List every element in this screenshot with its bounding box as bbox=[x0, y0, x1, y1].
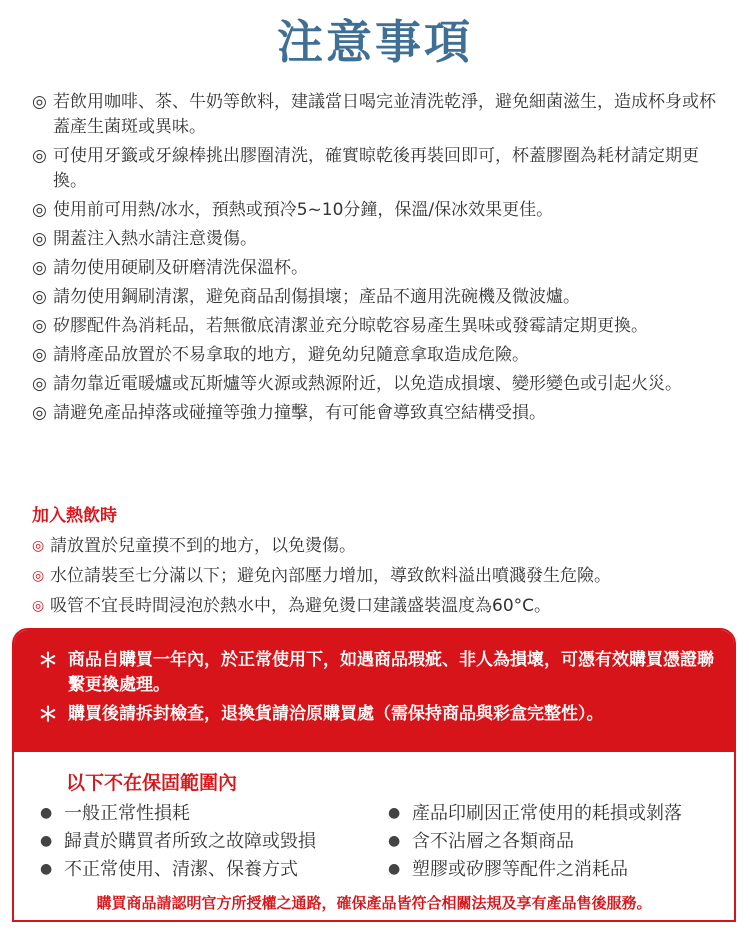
circle-mark-icon: ◎ bbox=[32, 374, 47, 394]
list-item: ◎ 請勿使用硬刷及研磨清洗保溫杯。 bbox=[32, 256, 732, 281]
list-item: ◎ 使用前可用熱/冰水，預熱或預冷5~10分鐘，保溫/保冰效果更佳。 bbox=[32, 198, 732, 223]
list-item: ◎ 請將產品放置於不易拿取的地方，避免幼兒隨意拿取造成危險。 bbox=[32, 343, 732, 368]
circle-mark-icon: ◎ bbox=[32, 92, 47, 112]
circle-mark-icon: ◎ bbox=[32, 316, 47, 336]
list-item: ● 歸責於購買者所致之故障或毀損 bbox=[40, 828, 370, 855]
hot-drink-title: 加入熱飲時 bbox=[32, 506, 117, 526]
list-item: ● 產品印刷因正常使用的耗損或剝落 bbox=[388, 800, 718, 827]
list-item: ● 不正常使用、清潔、保養方式 bbox=[40, 856, 370, 883]
list-item: ◎ 請勿靠近電暖爐或瓦斯爐等火源或熱源附近，以免造成損壞、變形變色或引起火災。 bbox=[32, 372, 732, 397]
list-item: ◎ 請放置於兒童摸不到的地方，以免燙傷。 bbox=[32, 533, 732, 559]
list-item: ● 一般正常性損耗 bbox=[40, 800, 370, 827]
circle-mark-icon: ◎ bbox=[32, 538, 45, 554]
notes-list bbox=[32, 90, 732, 430]
list-item: ◎ 可使用牙籤或牙線棒挑出膠圈清洗，確實晾乾後再裝回即可，杯蓋膠圈為耗材請定期更換。 bbox=[32, 144, 732, 194]
list-item: ◎ 水位請裝至七分滿以下；避免內部壓力增加，導致飲料溢出噴濺發生危險。 bbox=[32, 563, 732, 589]
bullet-icon: ● bbox=[40, 861, 53, 877]
circle-mark-icon: ◎ bbox=[32, 146, 47, 166]
warranty-box bbox=[12, 628, 736, 922]
warranty-item: ＊ 商品自購買一年內，於正常使用下，如遇商品瑕疵、非人為損壞，可憑有效購買憑證聯繫更換處理。 bbox=[38, 648, 714, 698]
asterisk-icon: ＊ bbox=[38, 702, 58, 726]
circle-mark-icon: ◎ bbox=[32, 598, 45, 614]
list-item: ◎ 矽膠配件為消耗品，若無徹底清潔並充分晾乾容易產生異味或發霉請定期更換。 bbox=[32, 314, 732, 339]
circle-mark-icon: ◎ bbox=[32, 345, 47, 365]
list-item: ◎ 請避免產品掉落或碰撞等強力撞擊，有可能會導致真空結構受損。 bbox=[32, 401, 732, 426]
circle-mark-icon: ◎ bbox=[32, 258, 47, 278]
footer-notice: 購買商品請認明官方所授權之通路，確保產品皆符合相關法規及享有產品售後服務。 bbox=[96, 894, 652, 912]
warranty-item: ＊ 購買後請拆封檢查，退換貨請洽原購買處（需保持商品與彩盒完整性）。 bbox=[38, 702, 604, 726]
exclusions-right-column bbox=[388, 800, 718, 884]
list-item: ◎ 若飲用咖啡、茶、牛奶等飲料，建議當日喝完並清洗乾淨，避免細菌滋生，造成杯身或杯蓋產生菌斑或異味。 bbox=[32, 90, 732, 140]
circle-mark-icon: ◎ bbox=[32, 200, 47, 220]
bullet-icon: ● bbox=[388, 833, 401, 849]
list-item: ● 含不沾層之各類商品 bbox=[388, 828, 718, 855]
circle-mark-icon: ◎ bbox=[32, 403, 47, 423]
exclusions-title: 以下不在保固範圍內 bbox=[66, 772, 238, 794]
bullet-icon: ● bbox=[388, 805, 401, 821]
list-item: ◎ 吸管不宜長時間浸泡於熱水中，為避免燙口建議盛裝溫度為60°C。 bbox=[32, 593, 732, 619]
asterisk-icon: ＊ bbox=[38, 648, 58, 672]
circle-mark-icon: ◎ bbox=[32, 287, 47, 307]
bullet-icon: ● bbox=[40, 805, 53, 821]
warranty-banner bbox=[14, 630, 734, 752]
list-item: ◎ 開蓋注入熱水請注意燙傷。 bbox=[32, 227, 732, 252]
bullet-icon: ● bbox=[388, 861, 401, 877]
circle-mark-icon: ◎ bbox=[32, 568, 45, 584]
circle-mark-icon: ◎ bbox=[32, 229, 47, 249]
page-title: 注意事項 bbox=[277, 15, 473, 69]
exclusions-left-column bbox=[40, 800, 370, 884]
hot-drink-section bbox=[32, 503, 732, 623]
list-item: ● 塑膠或矽膠等配件之消耗品 bbox=[388, 856, 718, 883]
bullet-icon: ● bbox=[40, 833, 53, 849]
list-item: ◎ 請勿使用鋼刷清潔，避免商品刮傷損壞；產品不適用洗碗機及微波爐。 bbox=[32, 285, 732, 310]
